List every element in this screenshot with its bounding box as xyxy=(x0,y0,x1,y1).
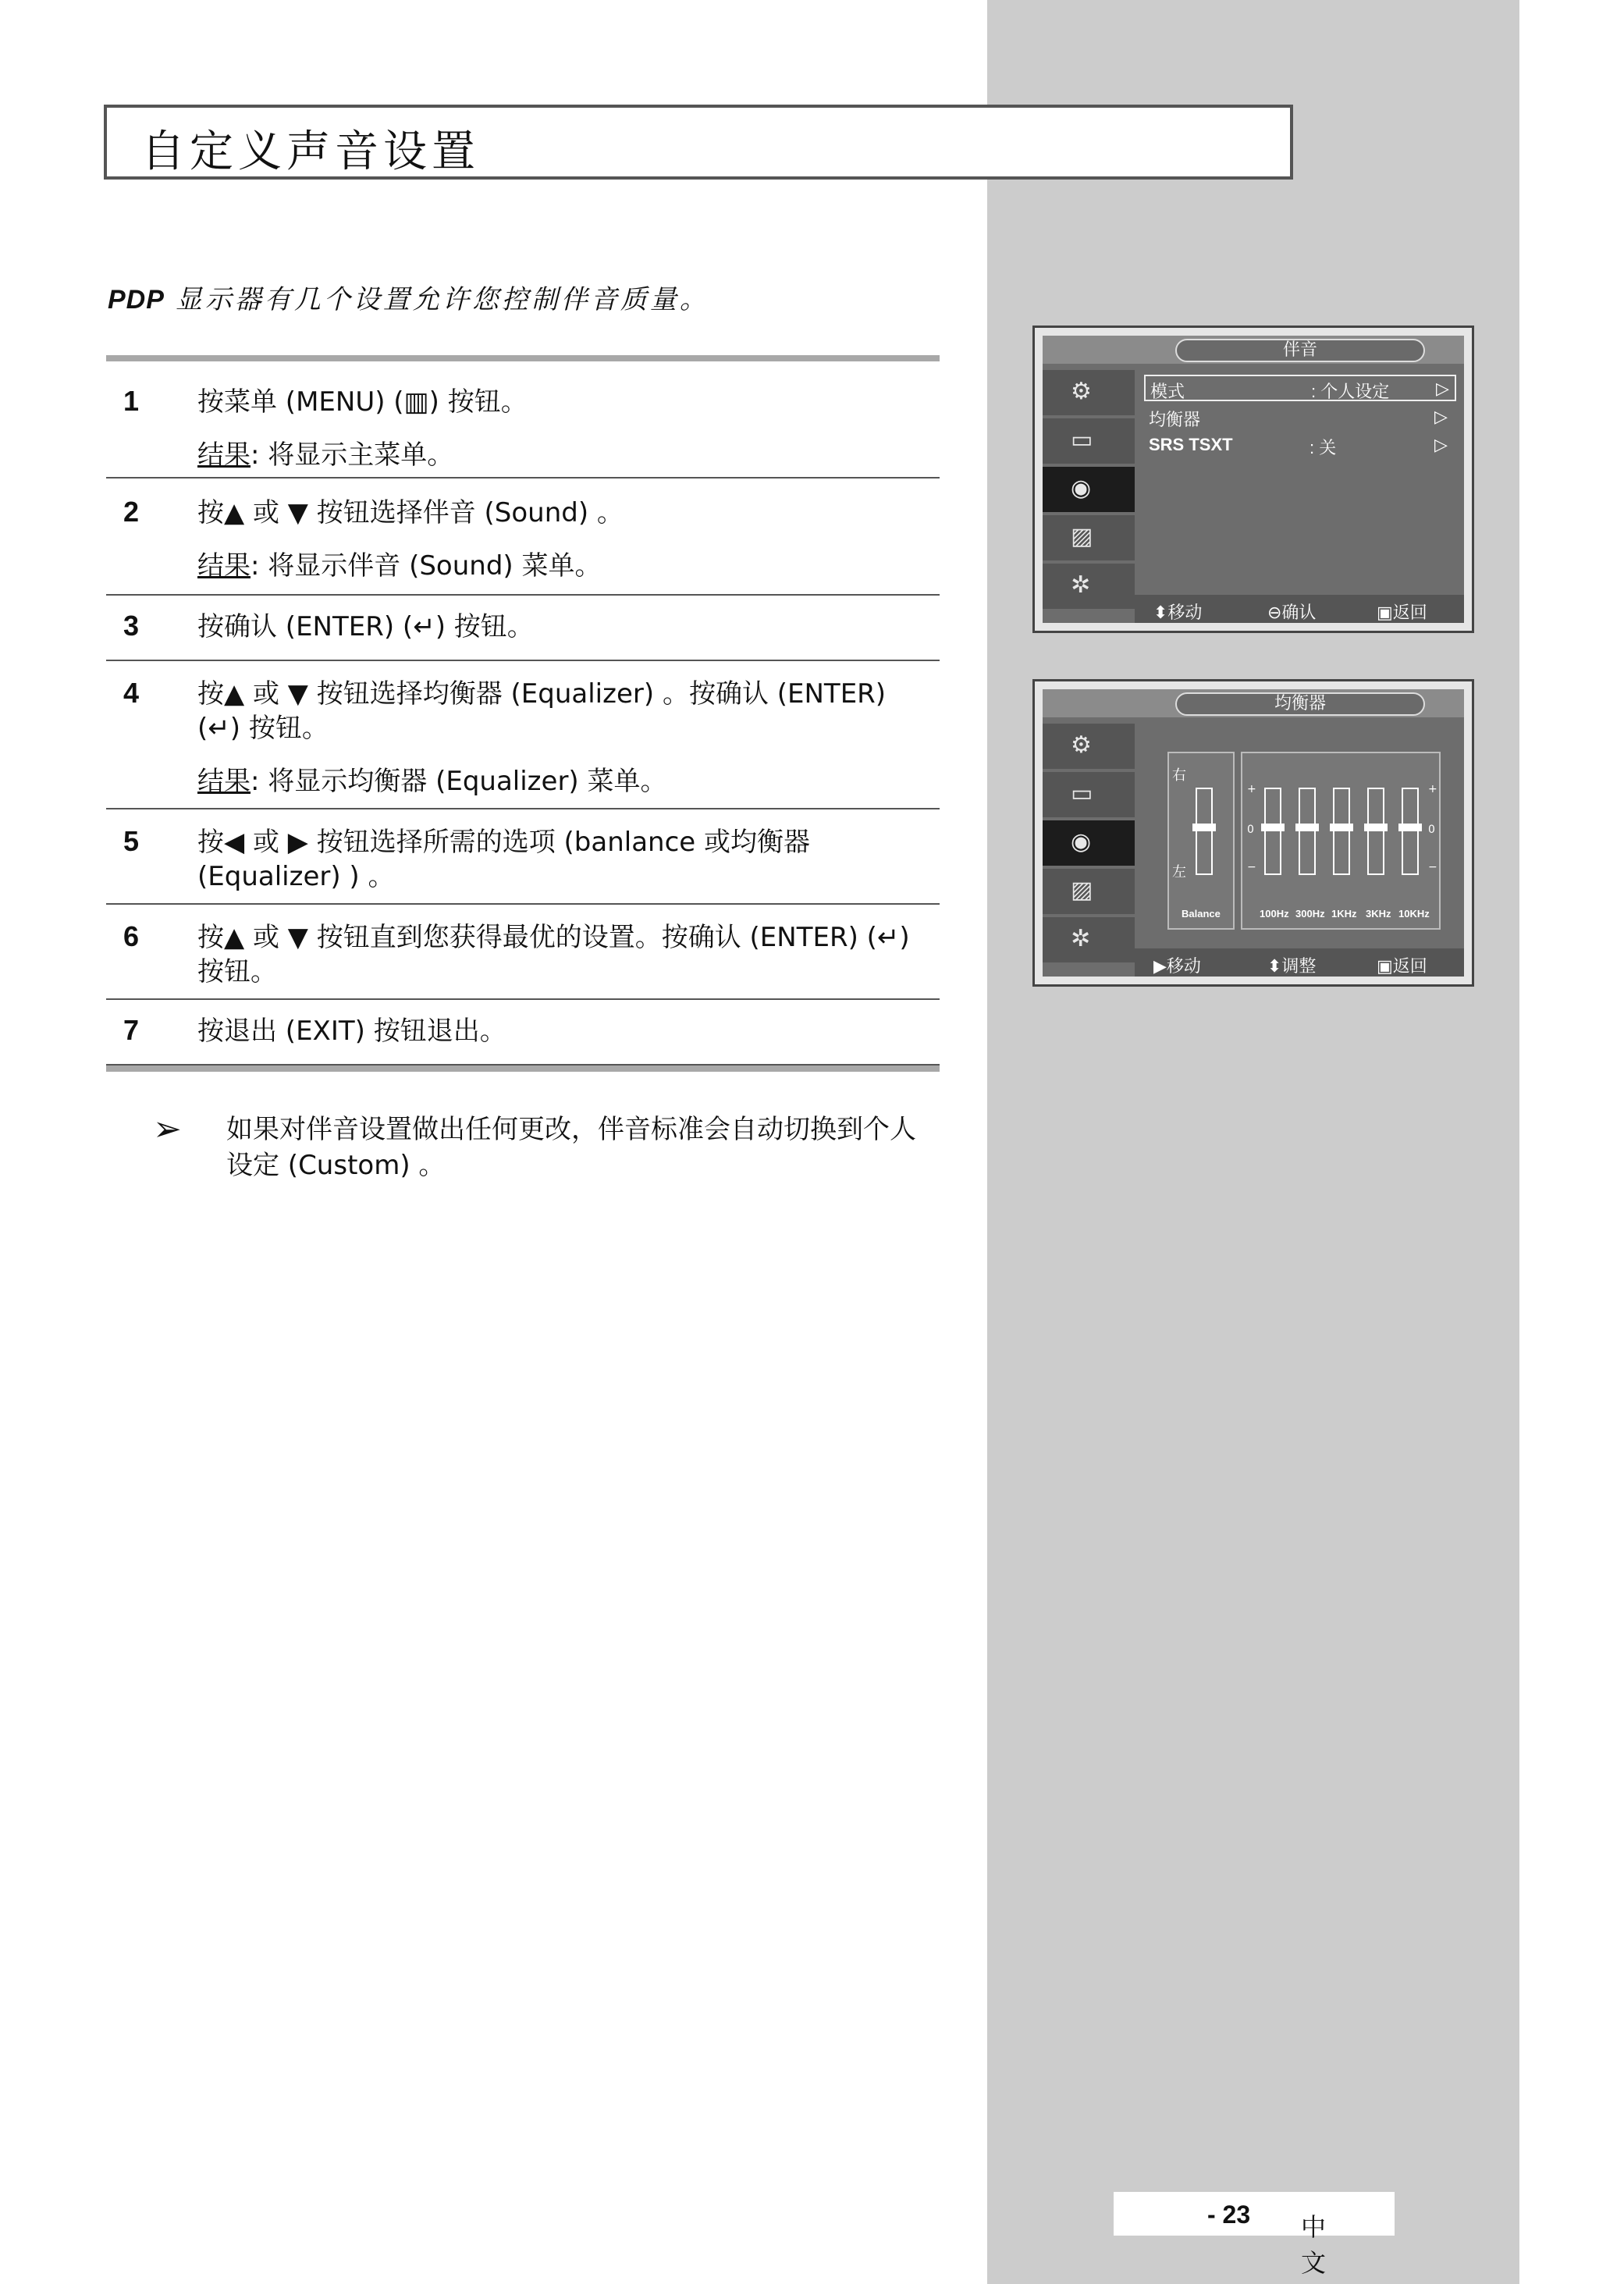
freq-label: 100Hz xyxy=(1260,908,1289,920)
step-text: 按▲ 或 ▼ 按钮选择伴音 (Sound) 。 xyxy=(197,497,624,528)
result-text: : 将显示主菜单。 xyxy=(251,439,454,471)
step-5 xyxy=(106,809,940,905)
menu-label: 均衡器 xyxy=(1149,410,1201,429)
note-arrow-icon: ➢ xyxy=(153,1109,182,1149)
picture-icon: ▭ xyxy=(1071,426,1093,454)
step-text: 按▲ 或 ▼ 按钮选择均衡器 (Equalizer) 。按确认 (ENTER) (↵) 按钮。 xyxy=(197,678,887,744)
footer-back: ▣返回 xyxy=(1377,603,1427,623)
step-text: 按退出 (EXIT) 按钮退出。 xyxy=(197,1016,506,1047)
menu-value: : 关 xyxy=(1310,438,1337,457)
balance-right-label: 右 xyxy=(1172,767,1186,783)
table-bottom-rule xyxy=(106,1066,940,1072)
balance-panel xyxy=(1167,752,1235,930)
channel-icon: ▨ xyxy=(1071,523,1093,550)
eq-zero-right: 0 xyxy=(1428,824,1435,836)
tab-input[interactable] xyxy=(1043,724,1135,769)
footer-move: ▶移动 xyxy=(1153,957,1201,977)
steps-table xyxy=(106,355,940,1072)
eq-plus-right: + xyxy=(1428,783,1437,795)
eq-slider-1khz[interactable] xyxy=(1333,788,1350,875)
speaker-icon: ◉ xyxy=(1071,475,1092,502)
setup-icon: ✲ xyxy=(1071,571,1091,599)
page-title: 自定义声音设置 xyxy=(141,126,480,177)
slider-knob[interactable] xyxy=(1261,824,1285,831)
tab-channel[interactable] xyxy=(1043,869,1135,914)
slider-knob[interactable] xyxy=(1398,824,1422,831)
tab-picture[interactable] xyxy=(1043,418,1135,464)
balance-slider[interactable] xyxy=(1196,788,1213,875)
eq-slider-300hz[interactable] xyxy=(1299,788,1316,875)
osd-equalizer-screen xyxy=(1032,679,1474,987)
result-text: : 将显示均衡器 (Equalizer) 菜单。 xyxy=(251,766,667,797)
freq-label: 1KHz xyxy=(1331,908,1357,920)
menu-value: : 个人设定 xyxy=(1311,382,1390,401)
freq-label: 3KHz xyxy=(1366,908,1391,920)
step-number: 2 xyxy=(123,496,140,528)
triangle-right-icon: ▷ xyxy=(1434,435,1448,454)
osd-footer xyxy=(1135,948,1464,977)
step-result xyxy=(197,433,453,471)
menu-label: SRS TSXT xyxy=(1149,435,1233,454)
step-text: 按菜单 (MENU) (▥) 按钮。 xyxy=(197,386,528,418)
osd-footer xyxy=(1135,595,1464,623)
menu-row-equalizer[interactable] xyxy=(1144,404,1456,431)
freq-label: 300Hz xyxy=(1295,908,1325,920)
step-1 xyxy=(106,361,940,479)
step-3 xyxy=(106,596,940,661)
step-text: 按确认 (ENTER) (↵) 按钮。 xyxy=(197,611,534,642)
channel-icon: ▨ xyxy=(1071,877,1093,904)
step-text: 按▲ 或 ▼ 按钮直到您获得最优的设置。按确认 (ENTER) (↵) 按钮。 xyxy=(197,922,910,987)
osd-title: 均衡器 xyxy=(1175,692,1425,716)
step-result xyxy=(197,544,601,582)
page-footer xyxy=(1114,2192,1395,2278)
result-label: 结果 xyxy=(197,550,251,582)
eq-minus-right: − xyxy=(1428,861,1437,873)
osd-header xyxy=(1043,689,1464,717)
osd-tab-column xyxy=(1043,370,1135,612)
intro-text xyxy=(108,278,709,316)
eq-plus-left: + xyxy=(1247,783,1256,795)
tab-sound[interactable] xyxy=(1043,467,1135,512)
step-2 xyxy=(106,479,940,596)
slider-knob[interactable] xyxy=(1192,824,1216,831)
step-7 xyxy=(106,1000,940,1066)
footer-enter: ⊖确认 xyxy=(1267,603,1317,623)
eq-zero-left: 0 xyxy=(1247,824,1254,836)
speaker-icon: ◉ xyxy=(1071,828,1092,856)
eq-slider-10khz[interactable] xyxy=(1402,788,1419,875)
intro-sentence: 显示器有几个设置允许您控制伴音质量。 xyxy=(175,284,709,315)
eq-slider-100hz[interactable] xyxy=(1264,788,1281,875)
step-number: 6 xyxy=(123,920,140,952)
menu-label: 模式 xyxy=(1150,382,1185,401)
balance-left-label: 左 xyxy=(1172,864,1186,880)
eq-minus-left: − xyxy=(1247,861,1256,873)
step-text: 按◀ 或 ▶ 按钮选择所需的选项 (banlance 或均衡器 (Equalizer) ) 。 xyxy=(197,827,811,892)
step-number: 5 xyxy=(123,825,140,857)
tab-setup[interactable] xyxy=(1043,917,1135,962)
plug-icon: ⚙ xyxy=(1071,378,1092,405)
slider-knob[interactable] xyxy=(1364,824,1388,831)
tab-channel[interactable] xyxy=(1043,515,1135,560)
setup-icon: ✲ xyxy=(1071,925,1091,952)
triangle-right-icon: ▷ xyxy=(1434,407,1448,426)
tab-setup[interactable] xyxy=(1043,564,1135,609)
step-6 xyxy=(106,905,940,1000)
footer-move: ⬍移动 xyxy=(1153,603,1203,623)
result-label: 结果 xyxy=(197,439,251,471)
table-top-rule xyxy=(106,355,940,361)
osd-header xyxy=(1043,336,1464,364)
step-result xyxy=(197,760,667,798)
menu-row-srs[interactable] xyxy=(1144,432,1456,459)
result-text: : 将显示伴音 (Sound) 菜单。 xyxy=(251,550,602,582)
balance-label: Balance xyxy=(1182,908,1221,920)
page-number xyxy=(1207,2200,1327,2278)
step-4 xyxy=(106,661,940,809)
note-text: 如果对伴音设置做出任何更改，伴音标准会自动切换到个人设定 (Custom) 。 xyxy=(226,1114,916,1181)
title-box xyxy=(104,105,1293,180)
menu-row-mode[interactable] xyxy=(1144,375,1456,401)
tab-picture[interactable] xyxy=(1043,772,1135,817)
step-number: 3 xyxy=(123,610,140,642)
step-number: 7 xyxy=(123,1014,140,1046)
intro-brand: PDP xyxy=(108,285,165,315)
footer-page: - 23 xyxy=(1207,2200,1251,2229)
osd-screen-area xyxy=(1043,689,1464,977)
osd-sound-screen xyxy=(1032,326,1474,633)
footer-back: ▣返回 xyxy=(1377,957,1427,977)
result-label: 结果 xyxy=(197,766,251,797)
footer-language: 中文 xyxy=(1301,2212,1327,2278)
triangle-right-icon: ▷ xyxy=(1436,379,1449,398)
tab-input[interactable] xyxy=(1043,370,1135,415)
tab-sound[interactable] xyxy=(1043,820,1135,866)
slider-knob[interactable] xyxy=(1295,824,1319,831)
equalizer-panel xyxy=(1241,752,1441,930)
freq-label: 10KHz xyxy=(1398,908,1430,920)
step-number: 1 xyxy=(123,385,140,417)
picture-icon: ▭ xyxy=(1071,780,1093,807)
step-number: 4 xyxy=(123,677,140,709)
osd-screen-area xyxy=(1043,336,1464,623)
plug-icon: ⚙ xyxy=(1071,731,1092,759)
osd-tab-column xyxy=(1043,724,1135,966)
eq-slider-3khz[interactable] xyxy=(1367,788,1384,875)
osd-title: 伴音 xyxy=(1175,339,1425,362)
footer-adjust: ⬍调整 xyxy=(1267,957,1317,977)
slider-knob[interactable] xyxy=(1330,824,1353,831)
